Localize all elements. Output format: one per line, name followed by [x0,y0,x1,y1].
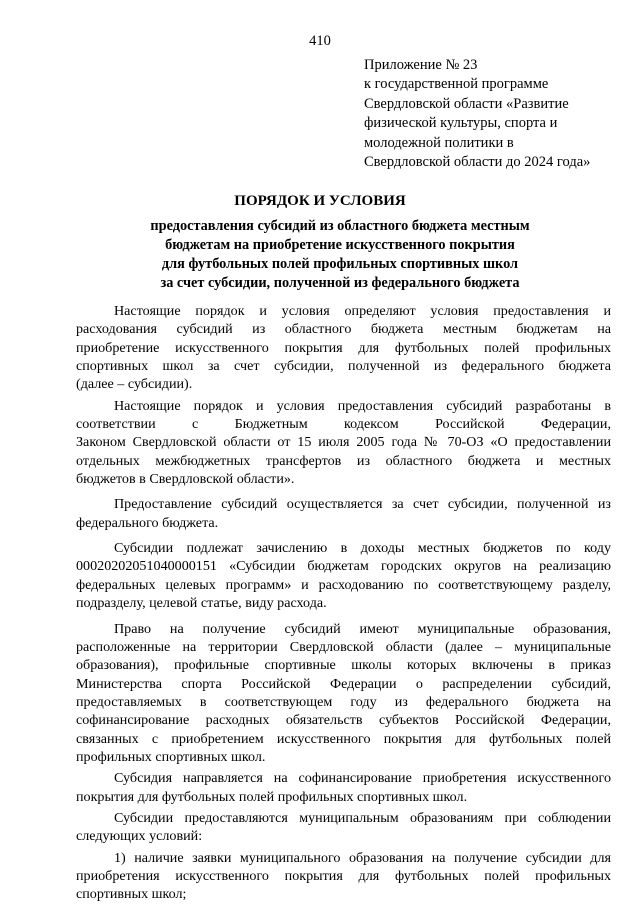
text-line: 1) наличие заявки муниципального образования на получение субсидии для [114,849,611,866]
document-body [76,302,611,904]
text-line: связанных с приобретением искусственного покрытия для футбольных полей [76,730,611,747]
appendix-line: Свердловской области до 2024 года» [364,154,591,171]
text-line: подразделу, целевой статье, виду расхода. [76,595,327,612]
text-line: соответствии с Бюджетным кодексом Российской Федерации, [76,416,611,433]
paragraph [76,397,611,489]
text-line: спортивных школ; [76,886,187,903]
text-line: Настоящие порядок и условия определяют условия предоставления и [114,303,611,319]
text-line: бюджетов в Свердловской области». [76,471,295,488]
subtitle-line: бюджетам на приобретение искусственного покрытия [165,237,515,253]
paragraph [76,809,611,846]
text-line: Министерства спорта Российской Федерации о распределении субсидий, [76,675,611,692]
paragraph [76,769,611,806]
paragraph [76,495,611,532]
paragraph [76,539,611,612]
paragraph [76,849,611,904]
text-line: Субсидии предоставляются муниципальным образованиям при соблюдении [114,809,611,826]
text-line: приобретение искусственного покрытия для футбольных полей профильных [76,339,611,356]
text-line: покрытия для футбольных полей профильных спортивных школ. [76,788,468,805]
appendix-block [364,56,624,172]
text-line: (далее – субсидии). [76,376,193,393]
text-line: Предоставление субсидий осуществляется за счет субсидии, полученной из [114,496,611,513]
text-line: федеральных целевых программ» и расходованию по соответствующему разделу, [76,576,611,593]
text-line: Настоящие порядок и условия предоставления субсидий разработаны в [114,397,611,414]
paragraph [76,302,611,394]
text-line: спортивных школ за счет субсидии, полученной из федерального бюджета [76,358,611,375]
text-line: 00020202051040000151 «Субсидии бюджетам городских округов на реализацию [76,558,611,575]
subtitle-line: за счет субсидии, полученной из федерального бюджета [160,275,520,291]
text-line: приобретения искусственного покрытия для футбольных полей профильных [76,867,611,884]
text-line: расходования субсидий из областного бюджета местным бюджетам на [76,321,611,338]
appendix-line: Приложение № 23 [364,57,478,73]
page-number: 410 [309,33,331,49]
text-line: расположенные на территории Свердловской области (далее – муниципальные [76,638,611,655]
text-line: профильных спортивных школ. [76,748,266,765]
subtitle-line: для футбольных полей профильных спортивных школ [161,256,519,272]
text-line: Субсидия направляется на софинансирование приобретения искусственного [114,770,611,787]
text-line: софинансирование расходных обязательств субъектов Российской Федерации, [76,712,611,729]
document-subtitle [100,217,580,293]
appendix-line: молодежной политики в [364,134,514,151]
text-line: предоставляемых в соответствующем году из федерального бюджета на [76,693,611,710]
appendix-line: к государственной программе [364,76,549,93]
paragraph [76,620,611,767]
text-line: Законом Свердловской области от 15 июля 2005 года № 70-ОЗ «О предоставлении [76,434,611,451]
text-line: Право на получение субсидий имеют муниципальные образования, [114,620,611,637]
appendix-line: Свердловской области «Развитие [364,95,569,112]
text-line: отдельных межбюджетных трансфертов из областного бюджета и местных [76,452,611,469]
text-line: следующих условий: [76,828,203,845]
text-line: образования), профильные спортивные школы которых включены в приказ [76,657,611,674]
text-line: Субсидии подлежат зачислению в доходы местных бюджетов по коду [114,540,611,557]
text-line: федерального бюджета. [76,514,219,531]
document-title: ПОРЯДОК И УСЛОВИЯ [234,193,406,209]
appendix-line: физической культуры, спорта и [364,115,558,132]
subtitle-line: предоставления субсидий из областного бюджета местным [150,218,530,234]
